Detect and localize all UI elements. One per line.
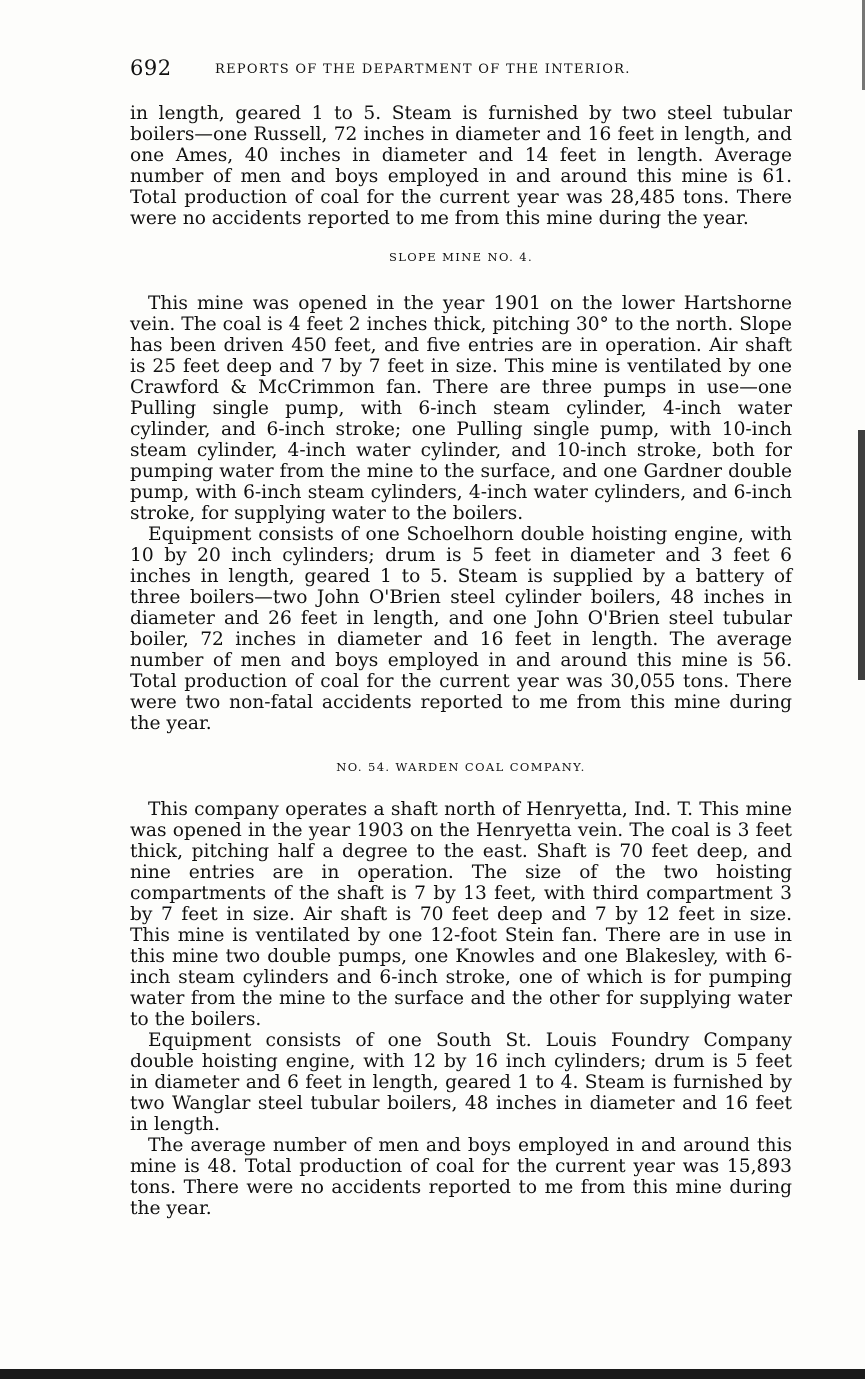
section-heading-slope-mine: SLOPE MINE NO. 4. <box>388 250 534 264</box>
paragraph-slope-mine-description: This mine was opened in the year 1901 on the lower Hartshorne vein. The coal is 4 feet 2 inches thick, pitching 30° to the north. Slope has been driven 450 feet, and five entries are in operation. Air shaft is 25 feet deep and 7 by 7 feet in size. This mine is ventilated by one Crawford & McCrimmon fan. There are three pumps in use—one Pulling single pump, with 6-inch steam cylinder, 4-inch water cylinder, and 6-inch stroke; one Pulling single pump, with 10-inch steam cylinder, 4-inch water cylinder, and 10-inch stroke, both for pumping water from the mine to the surface, and one Gardner double pump, with 6-inch steam cylinders, 4-inch water cylinders, and 6-inch stroke, for supplying water to the boilers. <box>130 293 792 524</box>
page-number: 692 <box>130 56 172 80</box>
running-head: REPORTS OF THE DEPARTMENT OF THE INTERIOR. <box>215 62 631 77</box>
page-body <box>130 103 792 1219</box>
paragraph-warden-production: The average number of men and boys employed in and around this mine is 48. Total production of coal for the current year was 15,893 tons. There were no accidents reported to me from this mine during the year. <box>130 1135 792 1219</box>
paragraph-warden-description: This company operates a shaft north of Henryetta, Ind. T. This mine was opened in the year 1903 on the Henryetta vein. The coal is 3 feet thick, pitching half a degree to the east. Shaft is 70 feet deep, and nine entries are in operation. The size of the two hoisting compartments of the shaft is 7 by 13 feet, with third compartment 3 by 7 feet in size. Air shaft is 70 feet deep and 7 by 12 feet in size. This mine is ventilated by one 12-foot Stein fan. There are in use in this mine two double pumps, one Knowles and one Blakesley, with 6-inch steam cylinders and 6-inch stroke, one of which is for pumping water from the mine to the surface and the other for supplying water to the boilers. <box>130 799 792 1030</box>
paragraph-warden-equipment: Equipment consists of one South St. Louis Foundry Company double hoisting engine, with 12 by 16 inch cylinders; drum is 5 feet in diameter and 6 feet in length, geared 1 to 4. Steam is furnished by two Wanglar steel tubular boilers, 48 inches in diameter and 16 feet in length. <box>130 1030 792 1135</box>
page-header <box>130 56 795 82</box>
paragraph-continuation: in length, geared 1 to 5. Steam is furnished by two steel tubular boilers—one Russell, 72 inches in diameter and 16 feet in length, and one Ames, 40 inches in diameter and 14 feet in length. Average number of men and boys employed in and around this mine is 61. Total production of coal for the current year was 28,485 tons. There were no accidents reported to me from this mine during the year. <box>130 103 792 229</box>
section-heading-warden-coal: NO. 54. WARDEN COAL COMPANY. <box>336 760 586 774</box>
paragraph-slope-mine-equipment: Equipment consists of one Schoelhorn double hoisting engine, with 10 by 20 inch cylinders; drum is 5 feet in diameter and 3 feet 6 inches in length, geared 1 to 5. Steam is supplied by a battery of three boilers—two John O'Brien steel cylinder boilers, 48 inches in diameter and 26 feet in length, and one John O'Brien steel tubular boiler, 72 inches in diameter and 16 feet in length. The average number of men and boys employed in and around this mine is 56. Total production of coal for the current year was 30,055 tons. There were two non-fatal accidents reported to me from this mine during the year. <box>130 524 792 734</box>
scan-edge-mark <box>858 430 865 680</box>
scan-bottom-border <box>0 1369 865 1379</box>
